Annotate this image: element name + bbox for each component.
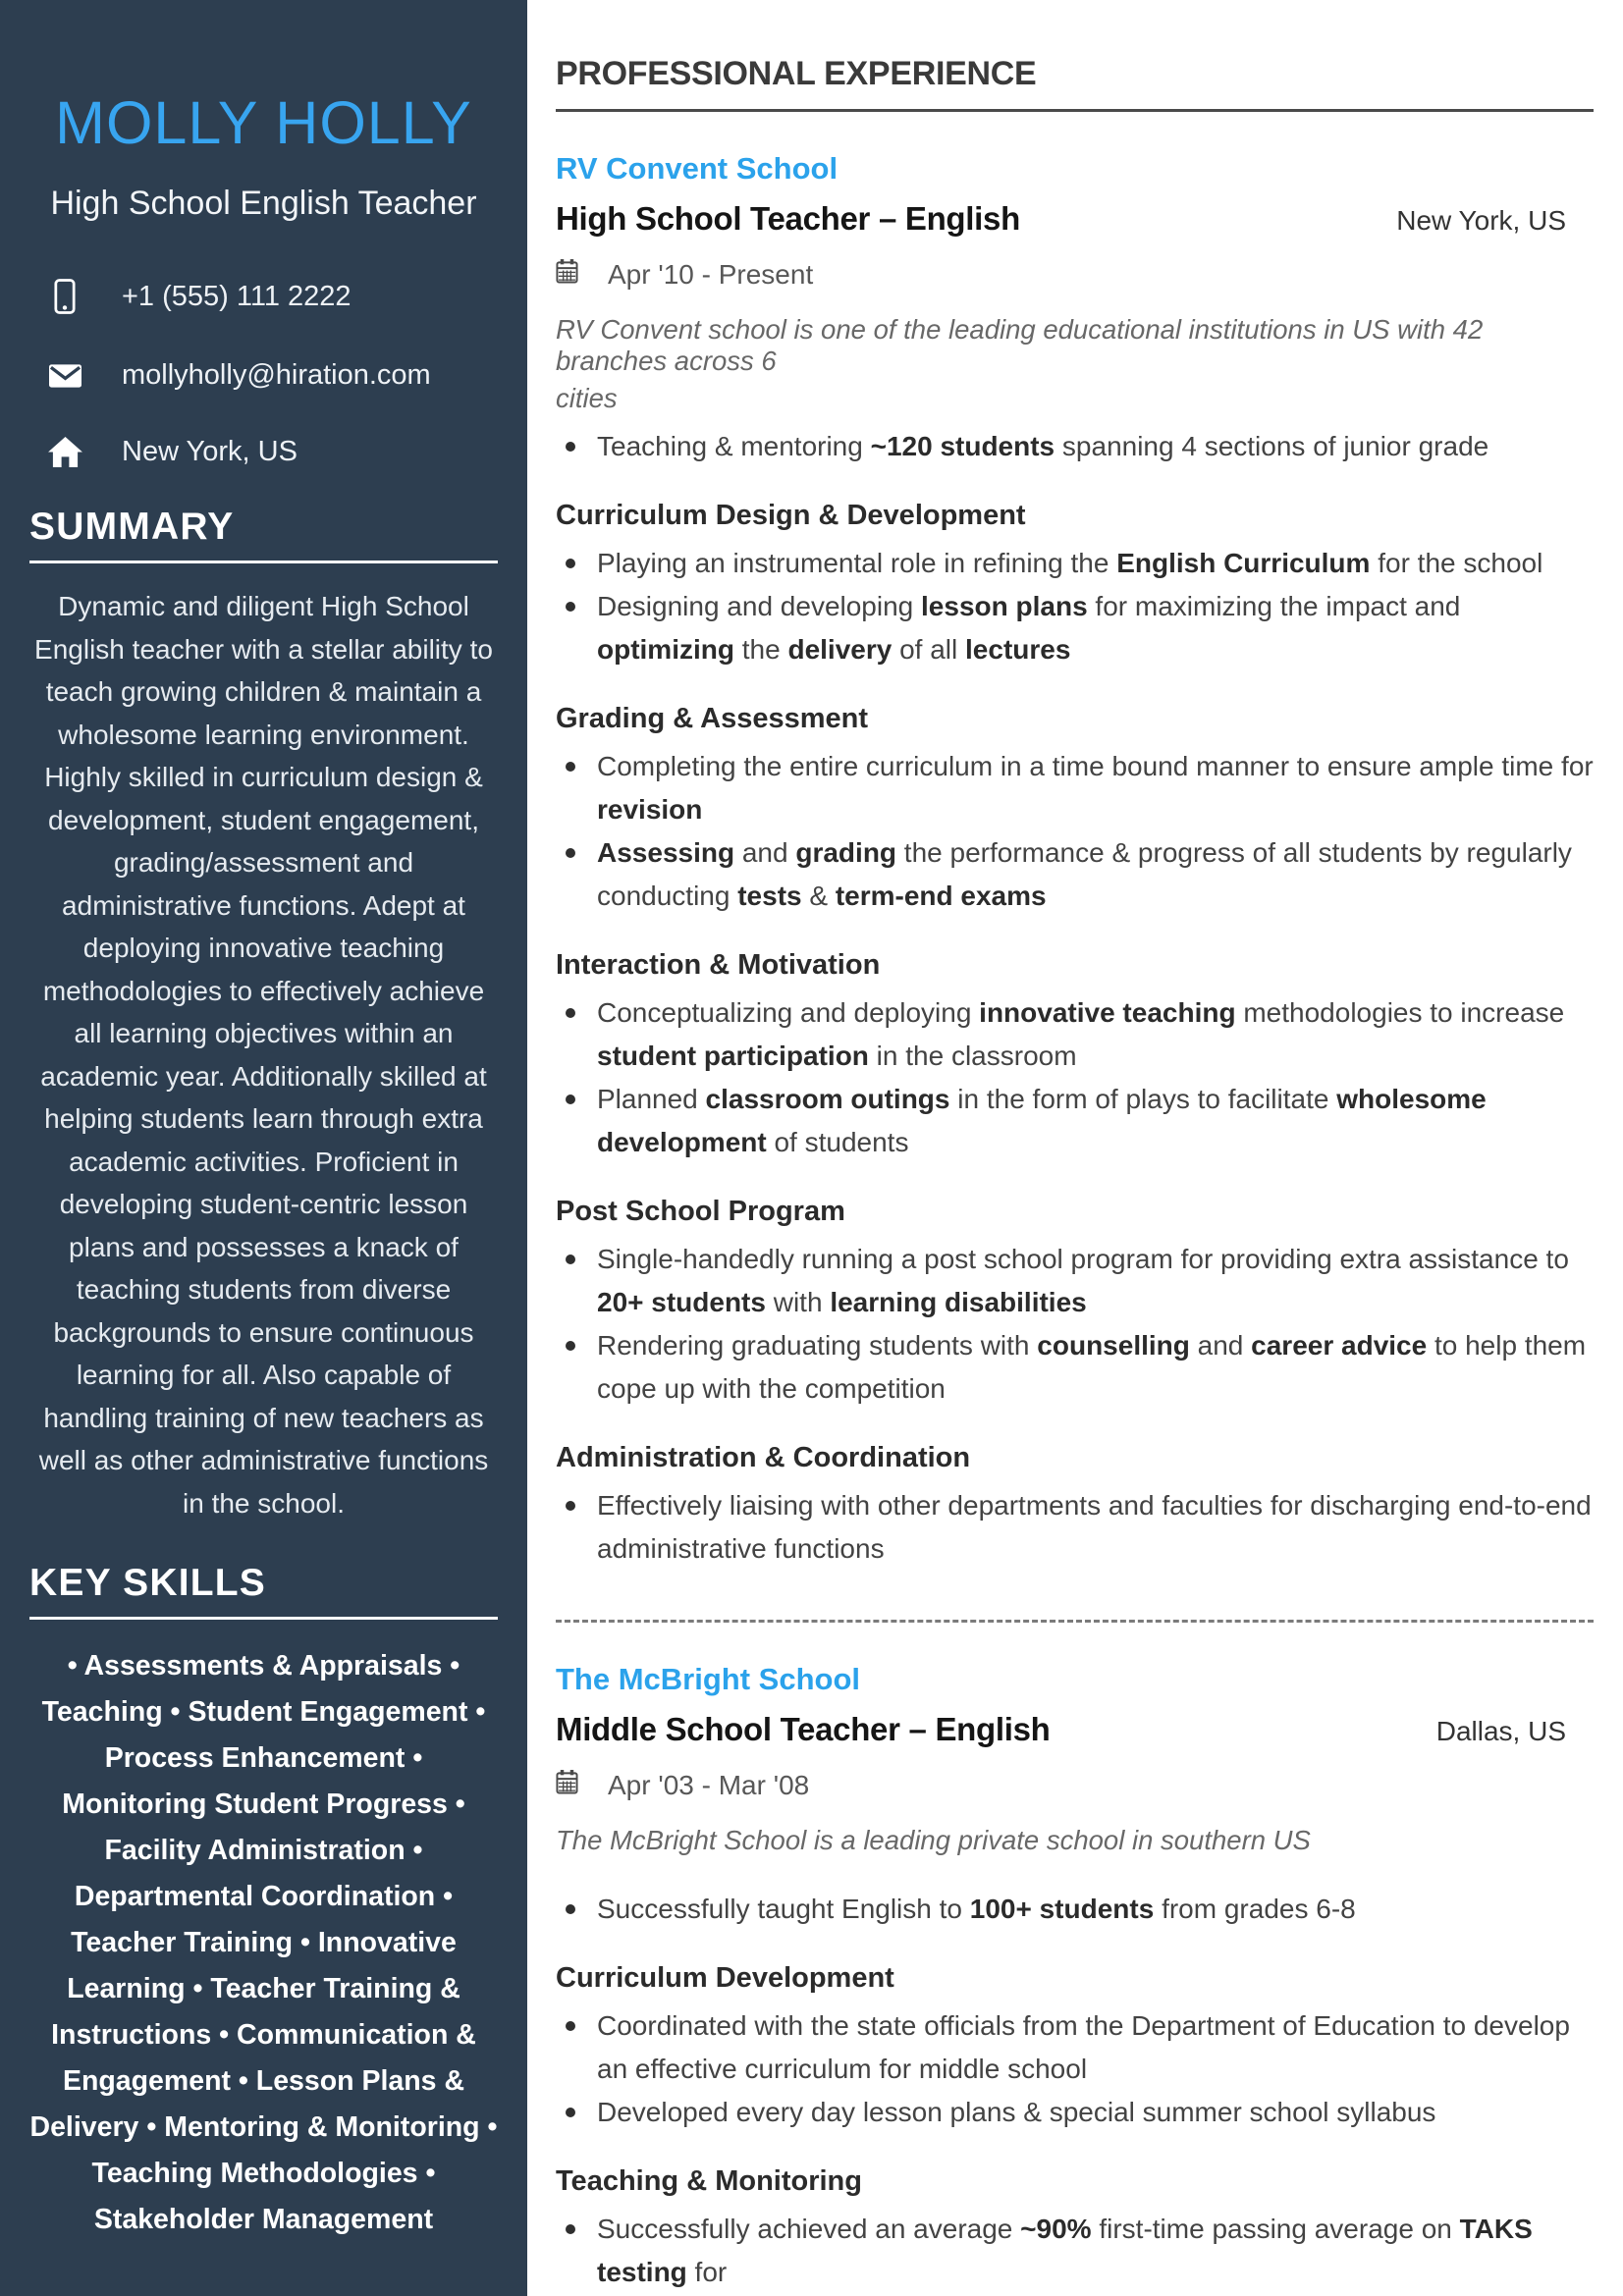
- bullet-item: [556, 2208, 1594, 2294]
- job-role: Middle School Teacher – English: [556, 1711, 1051, 1747]
- job-dates: Apr '03 - Mar '08: [608, 1770, 810, 1800]
- bullet-text: Playing an instrumental role in refining the: [597, 548, 1117, 578]
- bullet-group: [556, 1196, 1594, 1411]
- bullet-text: and: [1189, 1330, 1252, 1361]
- bullet-text: Completing the entire curriculum in a time bound manner to ensure ample time for: [597, 751, 1594, 781]
- group-title: Curriculum Development: [556, 1962, 894, 1994]
- bullet-group: [556, 425, 1594, 468]
- contact-phone: [45, 278, 527, 315]
- bullet-text: Coordinated with the state officials from the Department of Education to develop an effective curriculum for middle school: [597, 2010, 1570, 2084]
- bullet-text: for maximizing the impact and: [1087, 591, 1461, 621]
- bullet-item: [556, 831, 1594, 918]
- bullet-text-bold: optimizing: [597, 634, 734, 665]
- job-role: High School Teacher – English: [556, 200, 1020, 237]
- bullet-text-bold: learning disabilities: [830, 1287, 1087, 1317]
- bullet-item: [556, 745, 1594, 831]
- company-name: The McBright School: [556, 1662, 860, 1696]
- experience-heading: PROFESSIONAL EXPERIENCE: [556, 55, 1594, 112]
- bullet-item: [556, 1484, 1594, 1571]
- bullet-text-bold: revision: [597, 794, 703, 825]
- key-skills-section: [29, 1562, 498, 2243]
- job-location: Dallas, US: [1435, 1716, 1566, 1746]
- bullet-text: in the classroom: [868, 1041, 1077, 1071]
- bullet-list: [556, 1238, 1594, 1411]
- bullet-text: spanning 4 sections of junior grade: [1055, 431, 1489, 461]
- bullet-text: methodologies to increase: [1235, 997, 1565, 1028]
- bullet-text-bold: TAKS testing: [597, 2214, 1533, 2287]
- contact-location-text: New York, US: [122, 436, 298, 467]
- bullet-text-bold: English Curriculum: [1116, 548, 1371, 578]
- contact-block: [0, 278, 527, 468]
- bullet-item: [556, 2091, 1594, 2134]
- bullet-item: [556, 542, 1594, 585]
- bullet-text: in the form of plays to facilitate: [949, 1084, 1337, 1114]
- bullet-text: &: [801, 881, 836, 911]
- company-blurb: RV Convent school is one of the leading educational institutions in US with 42 branches across 6: [556, 314, 1484, 376]
- bullet-item: [556, 1888, 1594, 1931]
- bullet-text: Teaching & mentoring: [597, 431, 871, 461]
- bullet-text: and: [734, 837, 796, 868]
- bullet-text-bold: grading: [795, 837, 897, 868]
- company-blurb: The McBright School is a leading private school in southern US: [556, 1825, 1311, 1855]
- summary-section: [29, 506, 498, 1524]
- key-skills-text: • Assessments & Appraisals • Teaching • Student Engagement • Process Enhancement • Monitoring Student Progress • Facility Administration • Departmental Coordination • Teacher Training • Innovative Learning • Teacher Training & Instructions • Communication & Engagement • Lesson Plans & Delivery • Mentoring & Monitoring • Teaching Methodologies • Stakeholder Management: [29, 1650, 498, 2235]
- bullet-item: [556, 1324, 1594, 1411]
- home-icon: [45, 437, 84, 467]
- summary-heading: SUMMARY: [29, 506, 498, 563]
- bullet-text-bold: ~120 students: [870, 431, 1055, 461]
- group-title: Interaction & Motivation: [556, 949, 881, 981]
- bullet-list: [556, 1484, 1594, 1571]
- calendar-icon: [556, 259, 578, 291]
- bullet-item: [556, 585, 1594, 671]
- bullet-text: Effectively liaising with other departments and faculties for discharging end-to-end administrative functions: [597, 1490, 1592, 1564]
- bullet-text: of all: [892, 634, 966, 665]
- bullet-text: Rendering graduating students with: [597, 1330, 1038, 1361]
- bullet-text-bold: career advice: [1251, 1330, 1428, 1361]
- bullet-text: for: [686, 2257, 728, 2287]
- bullet-item: [556, 991, 1594, 1078]
- bullet-group: [556, 500, 1594, 671]
- company-name: RV Convent School: [556, 151, 839, 186]
- bullet-group: [556, 1888, 1594, 1931]
- contact-location: [45, 436, 527, 468]
- bullet-group: [556, 1962, 1594, 2134]
- bullet-text: Conceptualizing and deploying: [597, 997, 980, 1028]
- contact-phone-text: +1 (555) 111 2222: [122, 280, 352, 312]
- bullet-text: Single-handedly running a post school program for providing extra assistance to: [597, 1244, 1569, 1274]
- bullet-list: [556, 542, 1594, 671]
- bullet-text: Planned: [597, 1084, 706, 1114]
- bullet-text-bold: counselling: [1037, 1330, 1190, 1361]
- bullet-group: [556, 2165, 1594, 2294]
- bullet-text: of students: [766, 1127, 909, 1157]
- person-name: MOLLY HOLLY: [55, 89, 472, 156]
- phone-icon: [45, 278, 84, 315]
- bullet-text-bold: term-end exams: [835, 881, 1047, 911]
- bullet-text-bold: wholesome development: [597, 1084, 1487, 1157]
- bullet-group: [556, 1442, 1594, 1571]
- bullet-text-bold: Assessing: [597, 837, 735, 868]
- summary-text: Dynamic and diligent High School English teacher with a stellar ability to teach growing children & maintain a wholesome learning environment. Highly skilled in curriculum design & development, student engagement, grading/assessment and administrative functions. Adept at deploying innovative teaching methodologies to effectively achieve all learning objectives within an academic year. Additionally skilled at helping students learn through extra academic activities. Proficient in developing student-centric lesson plans and possesses a knack of teaching students from diverse backgrounds to ensure continuous learning for all. Also capable of handling training of new teachers as well as other administrative functions in the school.: [34, 591, 493, 1519]
- job-dates: Apr '10 - Present: [608, 259, 814, 290]
- bullet-text-bold: lectures: [965, 634, 1071, 665]
- email-icon: [45, 364, 84, 388]
- jobs: [556, 151, 1594, 2294]
- bullet-text: Successfully taught English to: [597, 1894, 970, 1924]
- bullet-text: the performance & progress of all students by regularly conducting: [597, 837, 1572, 911]
- bullet-text-bold: classroom outings: [705, 1084, 950, 1114]
- job-groups: [556, 425, 1594, 1571]
- group-title: Curriculum Design & Development: [556, 500, 1026, 531]
- bullet-text-bold: tests: [737, 881, 802, 911]
- bullet-text: Designing and developing: [597, 591, 922, 621]
- bullet-text: the: [733, 634, 788, 665]
- calendar-icon: [556, 1770, 578, 1801]
- bullet-text: to help them cope up with the competition: [597, 1330, 1587, 1404]
- group-title: Post School Program: [556, 1196, 845, 1227]
- bullet-list: [556, 991, 1594, 1164]
- bullet-list: [556, 1888, 1594, 1931]
- date-row: [556, 1770, 1594, 1801]
- bullet-item: [556, 2004, 1594, 2091]
- bullet-text-bold: 100+ students: [969, 1894, 1155, 1924]
- group-title: Teaching & Monitoring: [556, 2165, 862, 2197]
- bullet-text: from grades 6-8: [1154, 1894, 1356, 1924]
- sidebar: [0, 0, 527, 2296]
- role-row: [556, 1711, 1594, 1748]
- bullet-text-bold: innovative teaching: [979, 997, 1236, 1028]
- key-skills-heading: KEY SKILLS: [29, 1562, 498, 1620]
- dashed-divider: [556, 1620, 1594, 1623]
- group-title: Administration & Coordination: [556, 1442, 971, 1473]
- date-row: [556, 259, 1594, 291]
- bullet-list: [556, 2208, 1594, 2294]
- bullet-list: [556, 745, 1594, 918]
- bullet-item: [556, 1078, 1594, 1164]
- job-location: New York, US: [1396, 205, 1566, 236]
- company-blurb-clip: [556, 383, 1594, 413]
- group-title: Grading & Assessment: [556, 703, 869, 734]
- contact-email-text: mollyholly@hiration.com: [122, 359, 431, 391]
- bullet-text: Developed every day lesson plans & special summer school syllabus: [597, 2097, 1436, 2127]
- bullet-text-bold: lesson plans: [921, 591, 1088, 621]
- bullet-list: [556, 425, 1594, 468]
- person-job-title: High School English Teacher: [50, 185, 477, 222]
- bullet-item: [556, 1238, 1594, 1324]
- bullet-text: first-time passing average on: [1091, 2214, 1460, 2244]
- experience-column: [527, 0, 1623, 2296]
- contact-email: [45, 359, 527, 392]
- bullet-text: for the school: [1370, 548, 1543, 578]
- bullet-list: [556, 2004, 1594, 2134]
- bullet-group: [556, 703, 1594, 918]
- bullet-text: with: [765, 1287, 831, 1317]
- company-blurb-clipped: cities: [556, 383, 618, 413]
- bullet-text-bold: student participation: [597, 1041, 869, 1071]
- bullet-item: [556, 425, 1594, 468]
- bullet-group: [556, 949, 1594, 1164]
- bullet-text-bold: delivery: [787, 634, 893, 665]
- job-groups: [556, 1888, 1594, 2294]
- role-row: [556, 200, 1594, 238]
- job-entry: [556, 1662, 1594, 2294]
- job-entry: [556, 151, 1594, 1571]
- bullet-text-bold: ~90%: [1020, 2214, 1092, 2244]
- bullet-text: Successfully achieved an average: [597, 2214, 1021, 2244]
- bullet-text-bold: 20+ students: [597, 1287, 766, 1317]
